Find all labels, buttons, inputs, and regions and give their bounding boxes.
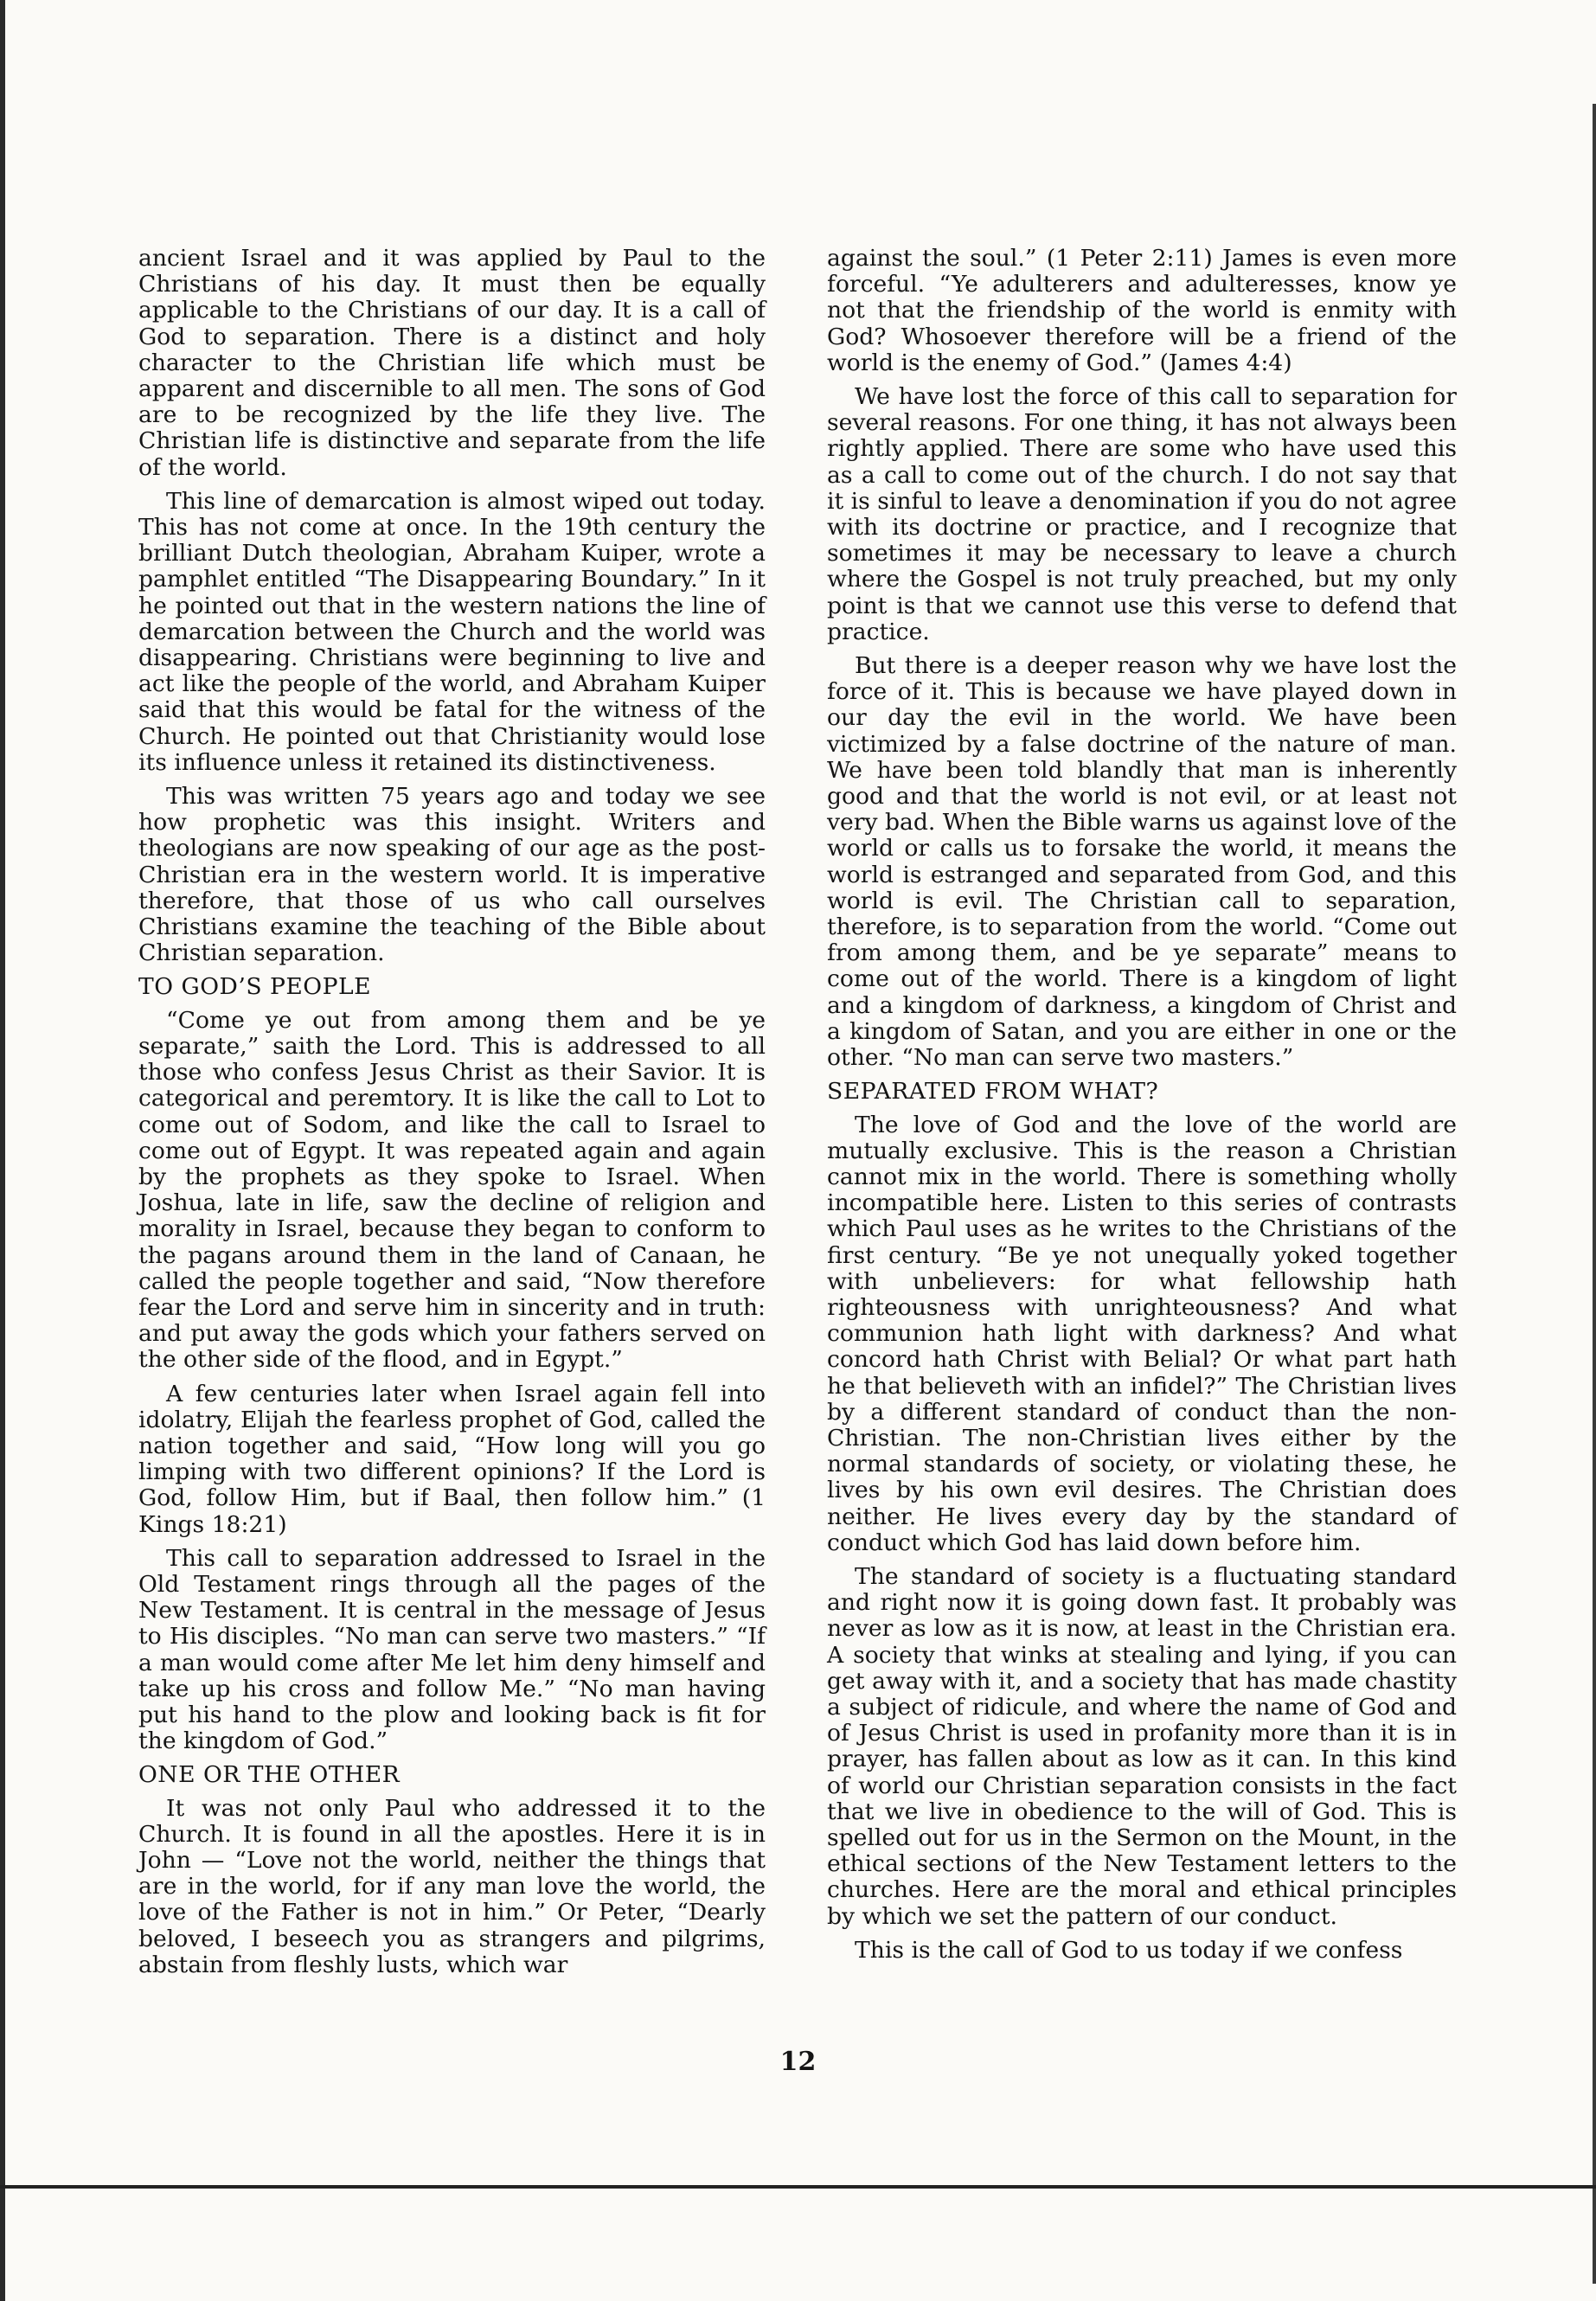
section-heading: SEPARATED FROM WHAT? — [827, 1078, 1159, 1106]
paragraph: The love of God and the love of the world are mutually exclusive. This is the reason a Christian cannot mix in the world. There is something wholly incompatible here. Listen to this series of contrasts which Paul uses as he writes to the Christians of the first century. “Be ye not unequally yoked together with unbelievers: for what fellowship hath righteousness with unrighteousness? And what communion hath light with darkness? And what concord hath Christ with Belial? Or what part hath he that believeth with an infidel?” The Christian lives by a different standard of conduct than the non-Christian. The non-Christian lives either by the normal standards of society, or violating these, he lives by his own evil desires. The Christian does neither. He lives every day by the standard of conduct which God has laid down before him. — [827, 1111, 1457, 1556]
paragraph: “Come ye out from among them and be ye separate,” saith the Lord. This is addressed to all those who confess Jesus Christ as their Savior. It is categorical and peremtory. It is like the call to Lot to come out of Sodom, and like the call to Israel to come out of Egypt. It was repeated again and again by the prophets as they spoke to Israel. When Joshua, late in life, saw the decline of religion and morality in Israel, because they began to conform to the pagans around them in the land of Canaan, he called the people together and said, “Now therefore fear the Lord and serve him in sincerity and in truth: and put away the gods which your fathers served on the other side of the flood, and in Egypt.” — [138, 1006, 766, 1374]
paragraph: But there is a deeper reason why we have lost the force of it. This is because we have played down in our day the evil in the world. We have been victimized by a false doctrine of the nature of man. We have been told blandly that man is inherently good and that the world is not evil, or at least not very bad. When the Bible warns us against love of the world or calls us to forsake the world, it means the world is estranged and separated from God, and this world is evil. The Christian call to separation, therefore, is to separation from the world. “Come out from among them, and be ye separate” means to come out of the world. There is a kingdom of light and a kingdom of darkness, a kingdom of Christ and a kingdom of Satan, and you are either in one or the other. “No man can serve two masters.” — [827, 652, 1457, 1072]
paragraph: The standard of society is a fluctuating standard and right now it is going down fast. It probably was never as low as it is now, at least in the Christian era. A society that winks at stealing and lying, if you can get away with it, and a society that has made chastity a subject of ridicule, and where the name of God and of Jesus Christ is used in profanity more than it is in prayer, has fallen about as low as it can. In this kind of world our Christian separation consists in the fact that we live in obedience to the will of God. This is spelled out for us in the Sermon on the Mount, in the ethical sections of the New Testament letters to the churches. Here are the moral and ethical principles by which we set the pattern of our conduct. — [827, 1562, 1457, 1930]
paragraph: A few centuries later when Israel again fell into idolatry, Elijah the fearless prophet of God, called the nation together and said, “How long will you go limping with two different opinions? If the Lord is God, follow Him, but if Baal, then follow him.” (1 Kings 18:21) — [138, 1380, 766, 1538]
paragraph: This call to separation addressed to Israel in the Old Testament rings through all the pages of the New Testament. It is central in the message of Jesus to His disciples. “No man can serve two masters.” “If a man would come after Me let him deny himself and take up his cross and follow Me.” “No man having put his hand to the plow and looking back is fit for the kingdom of God.” — [138, 1544, 766, 1755]
paragraph: This is the call of God to us today if we confess — [855, 1936, 1403, 1964]
scan-edge-bottom — [0, 2185, 1596, 2189]
paragraph: This line of demarcation is almost wiped out today. This has not come at once. In the 19th century the brilliant Dutch theologian, Abraham Kuiper, wrote a pamphlet entitled “The Disappearing Boundary.” In it he pointed out that in the western nations the line of demarcation between the Church and the world was disappearing. Christians were beginning to live and act like the people of the world, and Abraham Kuiper said that this would be fatal for the witness of the Church. He pointed out that Christianity would lose its influence unless it retained its distinctiveness. — [138, 487, 766, 776]
section-heading: TO GOD’S PEOPLE — [138, 973, 372, 1001]
paragraph: We have lost the force of this call to separation for several reasons. For one thing, it has not always been rightly applied. There are some who have used this as a call to come out of the church. I do not say that it is sinful to leave a denomination if you do not agree with its doctrine or practice, and I recognize that sometimes it may be necessary to leave a church where the Gospel is not truly preached, but my only point is that we cannot use this verse to defend that practice. — [827, 383, 1457, 645]
right-column — [827, 246, 1457, 1971]
scan-edge-left — [0, 0, 5, 2301]
section-heading: ONE OR THE OTHER — [138, 1761, 401, 1789]
paragraph: This was written 75 years ago and today we see how prophetic was this insight. Writers and theologians are now speaking of our age as the post-Christian era in the western world. It is imperative therefore, that those of us who call ourselves Christians examine the teaching of the Bible about Christian separation. — [138, 783, 766, 967]
scan-edge-right — [1593, 104, 1596, 2284]
paragraph: It was not only Paul who addressed it to the Church. It is found in all the apostles. Here it is in John — “Love not the world, neither the things that are in the world, for if any man love the world, the love of the Father is not in him.” Or Peter, “Dearly beloved, I beseech you as strangers and pilgrims, abstain from fleshly lusts, which war — [138, 1794, 766, 1978]
paragraph: against the soul.” (1 Peter 2:11) James is even more forceful. “Ye adulterers and adulteresses, know ye not that the friendship of the world is enmity with God? Whosoever therefore will be a friend of the world is the enemy of God.” (James 4:4) — [827, 245, 1457, 376]
page-number: 12 — [779, 2047, 817, 2077]
paragraph: ancient Israel and it was applied by Paul to the Christians of his day. It must then be equally applicable to the Christians of our day. It is a call of God to separation. There is a distinct and holy character to the Christian life which must be apparent and discernible to all men. The sons of God are to be recognized by the life they live. The Christian life is distinctive and separate from the life of the world. — [138, 245, 766, 481]
left-column — [138, 246, 766, 1986]
